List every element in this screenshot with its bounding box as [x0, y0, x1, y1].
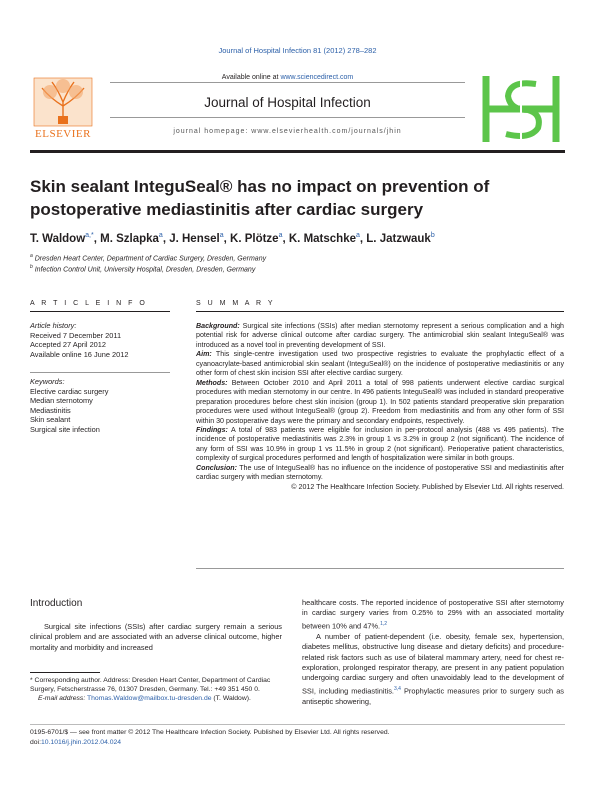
- footnote-rule: [30, 672, 100, 673]
- article-history: Article history: Received 7 December 2011 Accepted 27 April 2012 Available online 16 June 2012: [30, 321, 129, 359]
- author[interactable]: T. Waldow$^{a,*}$: [30, 232, 94, 245]
- sciencedirect-link[interactable]: www.sciencedirect.com: [280, 74, 354, 81]
- affiliation-a: $^a$ Dresden Heart Center, Department of Cardiac Surgery, Dresden, Germany: [30, 253, 267, 263]
- elsevier-wordmark: ELSEVIER: [35, 128, 91, 140]
- journal-title: Journal of Hospital Infection: [204, 95, 371, 110]
- corresponding-author-footnote: * Corresponding author. Address: Dresden Heart Center, Department of Cardiac Surgery, Fetscherstrasse 76, 01307 Dresden, Germany. Tel.: +49 351 450 0. E-mail address: Thomas.Waldow@mailbox.tu-dresden.de (T. Waldow).: [30, 677, 271, 702]
- intro-column-2: healthcare costs. The reported incidence of postoperative SSI after sternotomy in cardiac surgery varies from 0.25% to 29% with an associated mortality between 10% and 47%.$^{1,2}$ A number of patient-dependent (i.e. obesity, female sex, hypertension, diabetes mellitus, obstructive lung disease and dietary deficits) and procedure-related risk factors such as use of bilateral mammary artery, need for chest re-exploration, prolonged respirator therapy, are present in any patient population undergoing cardiac surgery and often unavoidably lead to the development of SSI, including mediastinitis.$^{3,4}$ Prophylactic measures prior to surgery such as antiseptic showering,: [302, 598, 564, 706]
- author[interactable]: M. Szlapka$^a$: [100, 232, 163, 245]
- journal-logo-icon: [480, 70, 562, 148]
- keywords: Keywords: Elective cardiac surgery Median sternotomy Mediastinitis Skin sealant Surgical site infection: [30, 377, 170, 435]
- journal-homepage[interactable]: journal homepage: www.elsevierhealth.com/journals/jhin: [173, 128, 402, 135]
- summary-rule: [196, 311, 564, 312]
- header-rule-mid: [110, 117, 465, 118]
- summary-heading: S U M M A R Y: [196, 300, 276, 307]
- header-divider: [30, 150, 565, 153]
- bottom-rule: [30, 724, 565, 725]
- author[interactable]: L. Jatzwauk$^b$: [366, 232, 435, 245]
- info-divider: [30, 372, 170, 373]
- keyword: Median sternotomy: [30, 396, 93, 406]
- keyword: Surgical site infection: [30, 424, 100, 434]
- abstract: Background: Surgical site infections (SSIs) after median sternotomy represent a serious complication and a high potential risk for adverse clinical outcome after cardiac surgery. The antimicrobial skin sealant InteguSeal® was introduced as a novel tool in preventing development of SSI. Aim: This single-centre investigation used two prospective registries to evaluate the prophylactic effect of a cyanoacrylate-based antimicrobial skin sealant (InteguSeal®) on the incidence of postoperative mediastinitis or any other form of chest skin incision SSI after elective cardiac surgery. Methods: Between October 2010 and April 2011 a total of 998 patients underwent elective cardiac surgical procedures with median sternotomy in our centre. In 496 patients InteguSeal® was included in standard preoperative preparation procedures before chest skin incision (group 1). In 502 patients standard preoperative skin preparation procedures were used without InteguSeal® (group 2). Freedom from mediastinitis and from any other form of SSI within 30 postoperative days were the primary and secondary endpoints, respectively. Findings: A total of 983 patients were eligible for inclusion in per-protocol analysis (488 vs 495 patients). The incidence of postoperative mediastinitis was 2.3% in group 1 vs 3.2% in group 2 (not significant). The incidence of any form of SSI was 10.9% in group 1 vs 11.5% in group 2 (not significant). Perioperative patient characteristics, complexity of surgical procedures performed and length of hospitalization were similar in both groups. Conclusion: The use of InteguSeal® has no influence on the incidence of postoperative SSI and mediastinitis after cardiac surgery with median sternotomy. © 2012 The Healthcare Infection Society. Published by Elsevier Ltd. All rights reserved.: [196, 322, 564, 491]
- intro-paragraph-1: Surgical site infections (SSIs) after cardiac surgery remain a serious clinical problem and are associated with an adverse clinical outcome, higher mortality and morbidity and increased: [30, 622, 282, 652]
- author-list: T. Waldow$^{a,*}$, M. Szlapka$^a$, J. Hensel$^a$, K. Plötze$^a$, K. Matschke$^a$, L. Jatzwauk$^b$: [30, 232, 435, 245]
- author[interactable]: J. Hensel$^a$: [169, 232, 224, 245]
- available-online: Available online at www.sciencedirect.com: [221, 74, 354, 81]
- article-title: Skin sealant InteguSeal® has no impact on prevention of postoperative mediastinitis after cardiac surgery: [30, 177, 490, 219]
- reference-link[interactable]: 1,2: [380, 620, 388, 627]
- summary-bottom-rule: [196, 568, 564, 569]
- email-link[interactable]: Thomas.Waldow@mailbox.tu-dresden.de: [86, 695, 212, 702]
- keyword: Mediastinitis: [30, 405, 71, 415]
- journal-citation[interactable]: Journal of Hospital Infection 81 (2012) 278–282: [218, 46, 377, 55]
- article-info-heading: A R T I C L E I N F O: [30, 300, 148, 307]
- keyword: Elective cardiac surgery: [30, 386, 109, 396]
- author[interactable]: K. Matschke$^a$: [288, 232, 360, 245]
- introduction-heading: Introduction: [30, 598, 83, 609]
- reference-link[interactable]: 3,4: [393, 685, 401, 692]
- affiliation-b: $^b$ Infection Control Unit, University Hospital, Dresden, Dresden, Germany: [30, 264, 256, 274]
- copyright: © 2012 The Healthcare Infection Society. Published by Elsevier Ltd. All rights reserved.: [291, 482, 564, 491]
- doi-link[interactable]: 10.1016/j.jhin.2012.04.024: [40, 739, 122, 746]
- keyword: Skin sealant: [30, 415, 71, 425]
- issn-line: 0195-6701/$ — see front matter © 2012 The Healthcare Infection Society. Published by Elsevier Ltd. All rights reserved.: [30, 729, 390, 736]
- article-info-rule: [30, 311, 170, 312]
- doi-line: doi:10.1016/j.jhin.2012.04.024: [30, 739, 122, 746]
- author[interactable]: K. Plötze$^a$: [230, 232, 283, 245]
- header-rule-top: [110, 82, 465, 83]
